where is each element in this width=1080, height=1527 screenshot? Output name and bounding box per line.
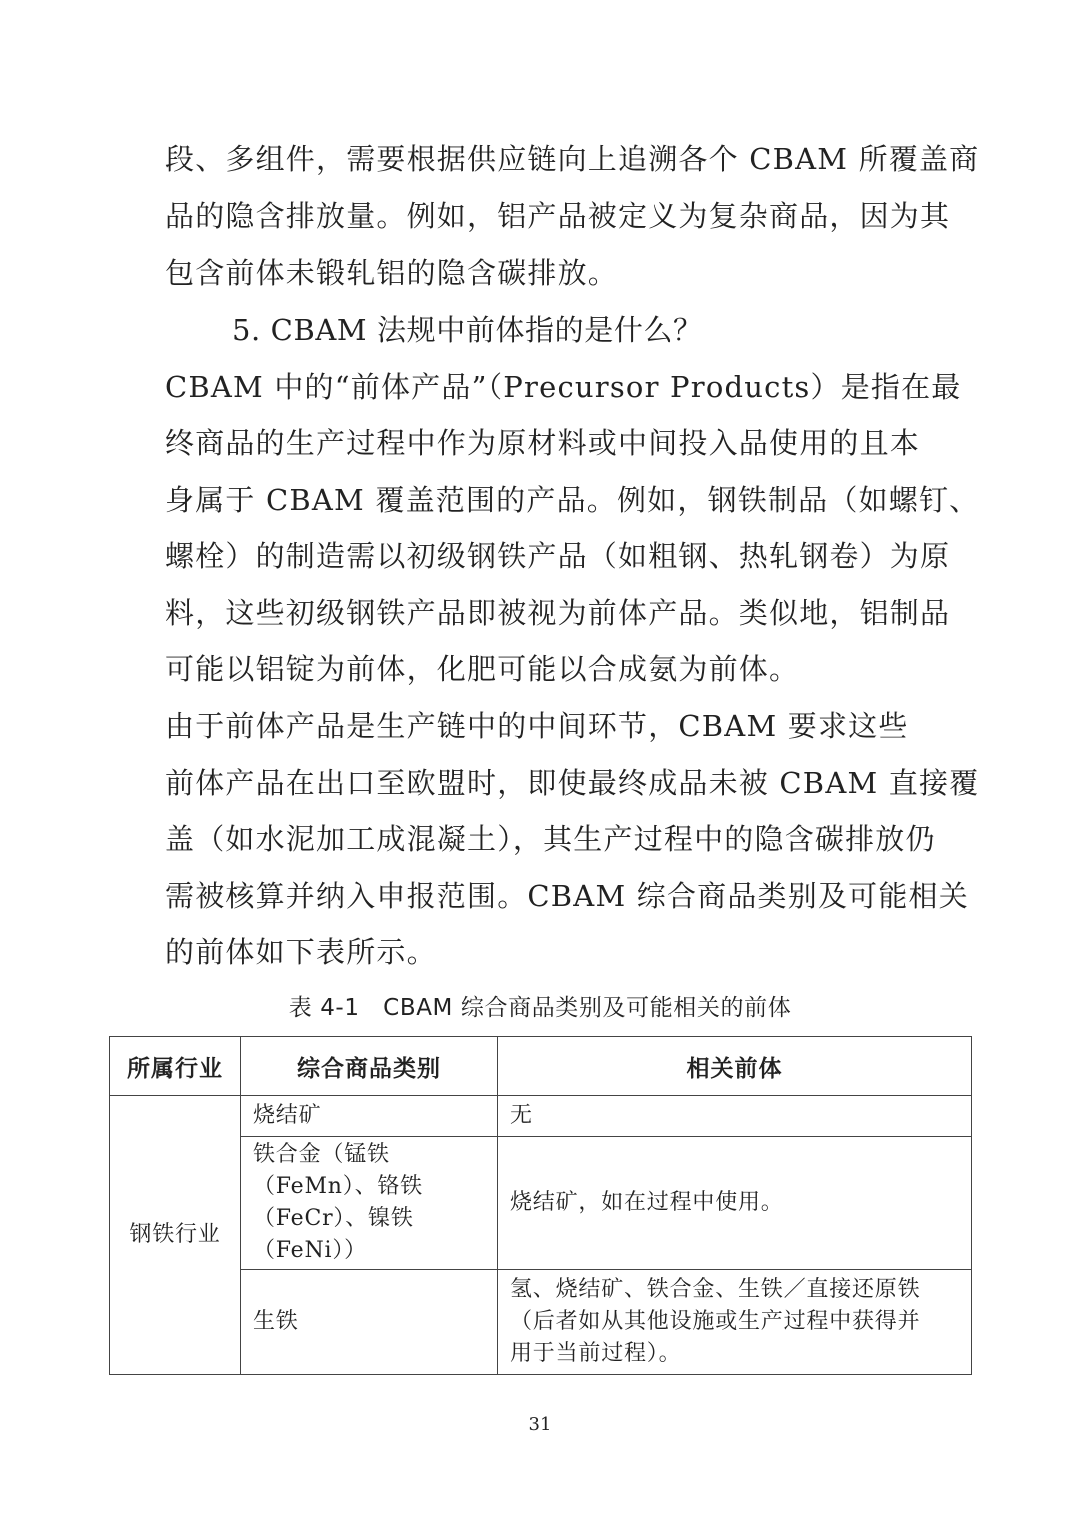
- table-row: [110, 1096, 972, 1137]
- body-line: 的前体如下表所示。: [165, 935, 437, 969]
- category-cell: [241, 1270, 498, 1375]
- category-cell: [241, 1096, 498, 1137]
- body-line: 身属于 CBAM 覆盖范围的产品。例如，钢铁制品（如螺钉、: [165, 483, 980, 517]
- cell-line: （FeCr）、镍铁: [253, 1206, 414, 1231]
- body-line: 需被核算并纳入申报范围。CBAM 综合商品类别及可能相关: [165, 879, 969, 913]
- cell-line: 无: [510, 1103, 533, 1128]
- cell-line: 氢、烧结矿、铁合金、生铁／直接还原铁: [510, 1277, 921, 1302]
- cell-line: 生铁: [253, 1309, 299, 1334]
- cell-line: 烧结矿: [253, 1103, 322, 1128]
- precursor-table: [109, 1036, 972, 1375]
- body-line: 终商品的生产过程中作为原材料或中间投入品使用的且本: [165, 426, 921, 460]
- body-line: 料，这些初级钢铁产品即被视为前体产品。类似地，铝制品: [165, 596, 951, 630]
- body-line: 段、多组件，需要根据供应链向上追溯各个 CBAM 所覆盖商: [165, 142, 980, 176]
- body-line: 可能以铝锭为前体，化肥可能以合成氨为前体。: [165, 652, 800, 686]
- header-category: 综合商品类别: [241, 1037, 498, 1096]
- category-cell: [241, 1137, 498, 1270]
- cell-line: 铁合金（锰铁: [253, 1142, 390, 1167]
- industry-cell: 钢铁行业: [110, 1096, 241, 1375]
- body-line: 螺栓）的制造需以初级钢铁产品（如粗钢、热轧钢卷）为原: [165, 539, 951, 573]
- precursor-cell: [498, 1096, 972, 1137]
- header-industry: 所属行业: [110, 1037, 241, 1096]
- body-line: 盖（如水泥加工成混凝土），其生产过程中的隐含碳排放仍: [165, 822, 936, 856]
- table-header-row: [110, 1037, 972, 1096]
- cell-line: 烧结矿，如在过程中使用。: [510, 1190, 784, 1215]
- section-heading: 5. CBAM 法规中前体指的是什么？: [232, 313, 703, 347]
- table-caption: 表 4-1 CBAM 综合商品类别及可能相关的前体: [288, 995, 792, 1021]
- body-line: 品的隐含排放量。例如，铝产品被定义为复杂商品，因为其: [165, 199, 951, 233]
- body-line: CBAM 中的“前体产品”（Precursor Products）是指在最: [165, 370, 962, 404]
- cell-line: 用于当前过程）。: [510, 1341, 682, 1366]
- body-line: 包含前体未锻轧铝的隐含碳排放。: [165, 256, 619, 290]
- body-line: 前体产品在出口至欧盟时，即使最终成品未被 CBAM 直接覆: [165, 766, 980, 800]
- precursor-cell: [498, 1137, 972, 1270]
- header-precursor: 相关前体: [498, 1037, 972, 1096]
- precursor-cell: [498, 1270, 972, 1375]
- cell-line: （FeNi））: [253, 1238, 367, 1263]
- page-number: 31: [528, 1414, 552, 1435]
- cell-line: （后者如从其他设施或生产过程中获得并: [510, 1309, 921, 1334]
- cell-line: （FeMn）、铬铁: [253, 1174, 423, 1199]
- body-line: 由于前体产品是生产链中的中间环节，CBAM 要求这些: [165, 709, 909, 743]
